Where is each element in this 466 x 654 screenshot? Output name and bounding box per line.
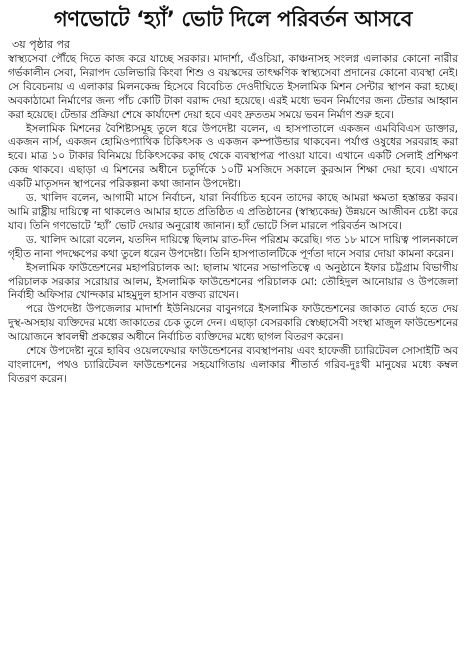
continued-from-note: ৩য় পৃষ্ঠার পর — [12, 38, 71, 51]
headline: গণভোটে ‘হ্যাঁ’ ভোট দিলে পরিবর্তন আসবে — [53, 7, 413, 31]
paragraph: ড. খালিদ আরো বলেন, যতদিন দায়িত্বে ছিলাম রাত-দিন পরিশ্রম করেছি। গত ১৮ মাসে দায়িত্ব পালনকালে গৃহীত নানা পদক্ষেপের কথা তুলে ধরেন উপদেষ্টা। তিনি হাসপাতালটিকে পূর্ণতা দানে সবার দোয়া কামনা করেন। — [8, 233, 458, 260]
paragraph: স্বাস্থ্যসেবা পৌঁছে দিতে কাজ করে যাচ্ছে সরকার। মাদার্শা, এঁওচিয়া, কাঞ্চনাসহ সংলগ্ন এলাকার কোনো নারীর গর্ভকালীন সেবা, নিরাপদ ডেলিভারি কিংবা শিশু ও বয়স্কদের তাৎক্ষণিক স্বাস্থ্যসেবা প্রদানের কোনো ব্যবস্থা নেই। সে বিবেচনায় এ এলাকার মিলনকেন্দ্র হিসেবে বিবেচিত দেওদীঘিতে ইসলামিক মিশন সেন্টার স্থাপন করা হচ্ছে। অবকাঠামো নির্মাণের জন্য পাঁচ কোটি টাকা বরাদ্দ দেয়া হয়েছে। এরই মধ্যে ভবন নির্মাণের জন্য টেন্ডার আহ্বান করা হয়েছে। টেন্ডার প্রক্রিয়া শেষে কার্যাদেশ দেয়া হবে এবং দ্রুততম সময়ে ভবন নির্মাণ শুরু হবে। — [8, 53, 458, 121]
paragraph: ইসলামিক ফাউন্ডেশনের মহাপরিচালক আ: ছালাম খানের সভাপতিত্বে এ অনুষ্ঠানে ইফার চট্টগ্রাম বিভাগীয় পরিচালক সরকার সরোয়ার আলম, ইসলামিক ফাউন্ডেশনের পরিচালক মো: তৌহিদুল আনোয়ার ও উপজেলা নির্বাহী অফিসার খোন্দকার মাহমুদুল হাসান বক্তব্য রাখেন। — [8, 261, 458, 302]
paragraph: শেষে উপদেষ্টা নুরে হাবিব ওয়েলফেয়ার ফাউন্ডেশনের ব্যবস্থাপনায় এবং হাফেজী চ্যারিটেবল সোসাইটি অব বাংলাদেশ, পথও চ্যারিটেবল ফাউন্ডেশনের সহযোগিতায় এলাকার শীতার্ত গরিব-দুঃখী মানুষের মধ্যে কম্বল বিতরণ করেন। — [8, 345, 458, 385]
paragraph: ড. খালিদ বলেন, আগামী মাসে নির্বাচন, যারা নির্বাচিত হবেন তাদের কাছে আমরা ক্ষমতা হস্তান্তর করব। আমি রাষ্ট্রীয় দায়িত্বে না থাকলেও আমার হাতে প্রতিষ্ঠিত এ প্রতিষ্ঠানের (স্বাস্থ্যকেন্দ্র) উন্নয়নে আজীবন চেষ্টা করে যাব। তিনি গণভোটে ‘হ্যাঁ’ ভোট দেয়ার অনুরোধ জানান। হ্যাঁ ভোটে সিল মারলে পরিবর্তন আসবে। — [8, 192, 458, 232]
paragraph: ইসলামিক মিশনের বৈশিষ্ট্যসমূহ তুলে ধরে উপদেষ্টা বলেন, এ হাসপাতালে একজন এমবিবিএস ডাক্তার, একজন নার্স, একজন হোমিওপ্যাথিক চিকিৎসক ও একজন কম্পাউন্ডার থাকবেন। পর্যাপ্ত ওষুধের সরবরাহ করা হবে। মাত্র ১০ টাকার বিনিময়ে চিকিৎসকের কাছ থেকে ব্যবস্থাপত্র পাওয়া যাবে। এখানে একটি সেলাই প্রশিক্ষণ কেন্দ্র থাকবে। এছাড়া এ মিশনের অধীনে চতুর্দিকে ১০টি মসজিদে সকালে কুরআন শিক্ষা দেয়া হবে। এখানে একটি মাতৃসদন স্থাপনের পরিকল্পনা কথা জানান উপদেষ্টা। — [8, 122, 458, 191]
paragraph: পরে উপদেষ্টা উপজেলার মাদার্শা ইউনিয়নের বাবুনগরে ইসলামিক ফাউন্ডেশনের জাকাত বোর্ড হতে দেয় দুস্থ-অসহায় ব্যক্তিদের মধ্যে জাকাতের চেক তুলে দেন। এছাড়া বেসরকারি স্বেচ্ছাসেবী সংস্থা মাজুল ফাউন্ডেশনের আয়োজনে স্বাবলম্বী প্রকল্পের অধীনে নির্বাচিত ব্যক্তিদের মধ্যে ছাগল বিতরণ করেন। — [8, 303, 458, 344]
